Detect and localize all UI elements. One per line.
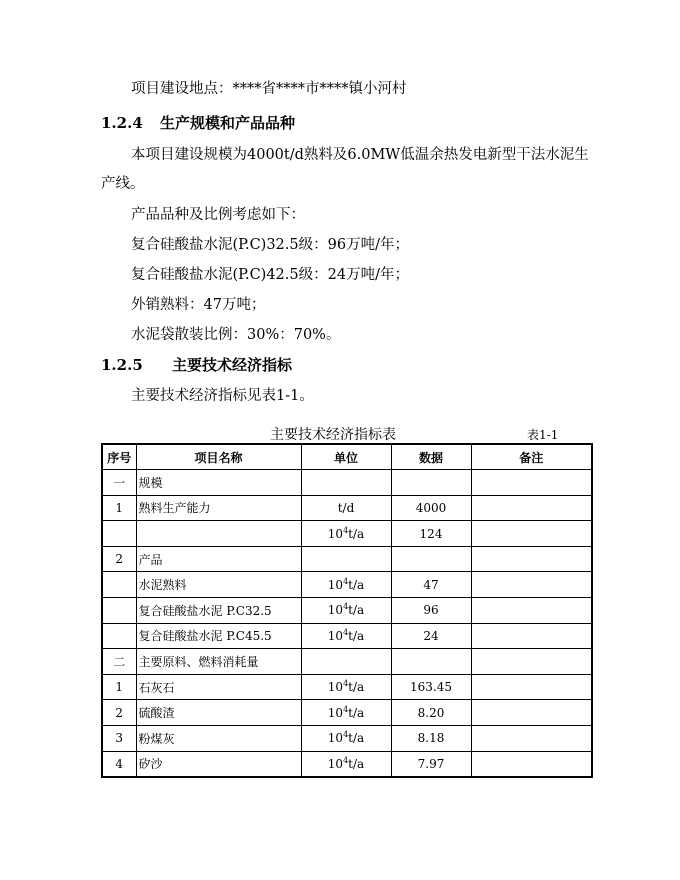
- header-no: 序号: [102, 444, 136, 470]
- table-caption: 主要技术经济指标表: [270, 427, 396, 443]
- unit-rest: t/a: [348, 731, 365, 746]
- unit-exponent: 4: [343, 627, 349, 637]
- cell-note: [471, 649, 592, 675]
- table-row: [102, 726, 592, 752]
- cell-value: 8.18: [391, 726, 471, 752]
- cell-note: [471, 546, 592, 572]
- header-name: 项目名称: [136, 444, 301, 470]
- cell-note: [471, 470, 592, 496]
- table-number: 表1-1: [527, 428, 559, 442]
- section-number: 1.2.4: [101, 114, 143, 132]
- section-title: 生产规模和产品品种: [160, 114, 296, 132]
- unit-exponent: 4: [343, 730, 349, 740]
- cell-unit: [301, 700, 391, 726]
- unit-base: 10: [327, 526, 344, 541]
- table-row: [102, 470, 592, 496]
- section-heading-1-2-4: [101, 112, 295, 133]
- unit-exponent: 4: [343, 576, 349, 586]
- cell-no: 3: [102, 726, 136, 752]
- table-header-row: [102, 444, 592, 470]
- cell-note: [471, 623, 592, 649]
- cell-note: [471, 751, 592, 777]
- cell-name: 复合硅酸盐水泥 P.C32.5: [136, 598, 301, 624]
- project-location: 项目建设地点：****省****市****镇小河村: [131, 81, 407, 97]
- unit-exponent: 4: [343, 525, 349, 535]
- unit-base: 10: [327, 731, 344, 746]
- unit-base: t/d: [337, 500, 355, 515]
- cell-value: [391, 649, 471, 675]
- unit-base: 10: [327, 628, 344, 643]
- cell-unit: [301, 751, 391, 777]
- unit-rest: t/a: [348, 756, 365, 771]
- cell-value: 96: [391, 598, 471, 624]
- header-unit: 单位: [301, 444, 391, 470]
- cell-note: [471, 572, 592, 598]
- table-row: [102, 649, 592, 675]
- cell-unit: [301, 726, 391, 752]
- cell-unit: [301, 546, 391, 572]
- section-heading-1-2-5: [101, 354, 292, 375]
- cell-no: [102, 623, 136, 649]
- cell-value: 124: [391, 521, 471, 547]
- cell-no: 1: [102, 495, 136, 521]
- cell-name: 粉煤灰: [136, 726, 301, 752]
- unit-rest: t/a: [348, 705, 365, 720]
- product-item-1: 复合硅酸盐水泥(P.C)32.5级：96万吨/年；: [131, 237, 409, 253]
- cell-note: [471, 726, 592, 752]
- product-item-3: 外销熟料：47万吨；: [131, 297, 266, 313]
- cell-name: 石灰石: [136, 674, 301, 700]
- table-row: [102, 546, 592, 572]
- cell-unit: [301, 495, 391, 521]
- unit-base: 10: [327, 680, 344, 695]
- cell-no: 1: [102, 674, 136, 700]
- unit-base: 10: [327, 756, 344, 771]
- cell-name: [136, 521, 301, 547]
- cell-note: [471, 674, 592, 700]
- table-row: [102, 495, 592, 521]
- cell-no: 二: [102, 649, 136, 675]
- product-item-4: 水泥袋散装比例：30%：70%。: [131, 327, 341, 343]
- cell-value: 163.45: [391, 674, 471, 700]
- cell-value: 8.20: [391, 700, 471, 726]
- cell-unit: [301, 572, 391, 598]
- cell-note: [471, 495, 592, 521]
- product-item-2: 复合硅酸盐水泥(P.C)42.5级：24万吨/年；: [131, 267, 409, 283]
- cell-no: [102, 521, 136, 547]
- cell-unit: [301, 623, 391, 649]
- cell-name: 主要原料、燃料消耗量: [136, 649, 301, 675]
- header-value: 数据: [391, 444, 471, 470]
- cell-note: [471, 598, 592, 624]
- unit-rest: t/a: [348, 526, 365, 541]
- cell-unit: [301, 649, 391, 675]
- unit-rest: t/a: [348, 603, 365, 618]
- table-row: [102, 598, 592, 624]
- cell-name: 水泥熟料: [136, 572, 301, 598]
- unit-exponent: 4: [343, 679, 349, 689]
- cell-note: [471, 521, 592, 547]
- cell-unit: [301, 598, 391, 624]
- paragraph-scale-line2: 产线。: [101, 176, 145, 192]
- cell-value: 47: [391, 572, 471, 598]
- cell-value: 24: [391, 623, 471, 649]
- cell-unit: [301, 674, 391, 700]
- cell-no: 一: [102, 470, 136, 496]
- indicators-table: [101, 443, 593, 778]
- section-title: 主要技术经济指标: [172, 356, 293, 374]
- table-row: [102, 623, 592, 649]
- cell-no: 2: [102, 546, 136, 572]
- cell-value: 4000: [391, 495, 471, 521]
- cell-unit: [301, 521, 391, 547]
- unit-base: 10: [327, 577, 344, 592]
- table-row: [102, 521, 592, 547]
- cell-no: [102, 598, 136, 624]
- cell-name: 矽沙: [136, 751, 301, 777]
- cell-unit: [301, 470, 391, 496]
- table-row: [102, 751, 592, 777]
- cell-value: [391, 470, 471, 496]
- unit-rest: t/a: [348, 628, 365, 643]
- cell-no: [102, 572, 136, 598]
- section-number: 1.2.5: [101, 356, 143, 374]
- cell-name: 产品: [136, 546, 301, 572]
- cell-no: 2: [102, 700, 136, 726]
- table-row: [102, 572, 592, 598]
- cell-value: [391, 546, 471, 572]
- paragraph-table-ref: 主要技术经济指标见表1-1。: [131, 388, 314, 404]
- cell-value: 7.97: [391, 751, 471, 777]
- cell-name: 规模: [136, 470, 301, 496]
- unit-base: 10: [327, 603, 344, 618]
- unit-exponent: 4: [343, 602, 349, 612]
- cell-no: 4: [102, 751, 136, 777]
- unit-base: 10: [327, 705, 344, 720]
- table-row: [102, 700, 592, 726]
- unit-rest: t/a: [348, 577, 365, 592]
- unit-exponent: 4: [343, 704, 349, 714]
- table-body: [102, 470, 592, 777]
- unit-exponent: 4: [343, 755, 349, 765]
- paragraph-scale-line1: 本项目建设规模为4000t/d熟料及6.0MW低温余热发电新型干法水泥生: [131, 147, 589, 163]
- cell-name: 复合硅酸盐水泥 P.C45.5: [136, 623, 301, 649]
- unit-rest: t/a: [348, 680, 365, 695]
- header-note: 备注: [471, 444, 592, 470]
- cell-name: 熟料生产能力: [136, 495, 301, 521]
- cell-name: 硫酸渣: [136, 700, 301, 726]
- table-row: [102, 674, 592, 700]
- paragraph-products-intro: 产品品种及比例考虑如下：: [131, 207, 305, 223]
- cell-note: [471, 700, 592, 726]
